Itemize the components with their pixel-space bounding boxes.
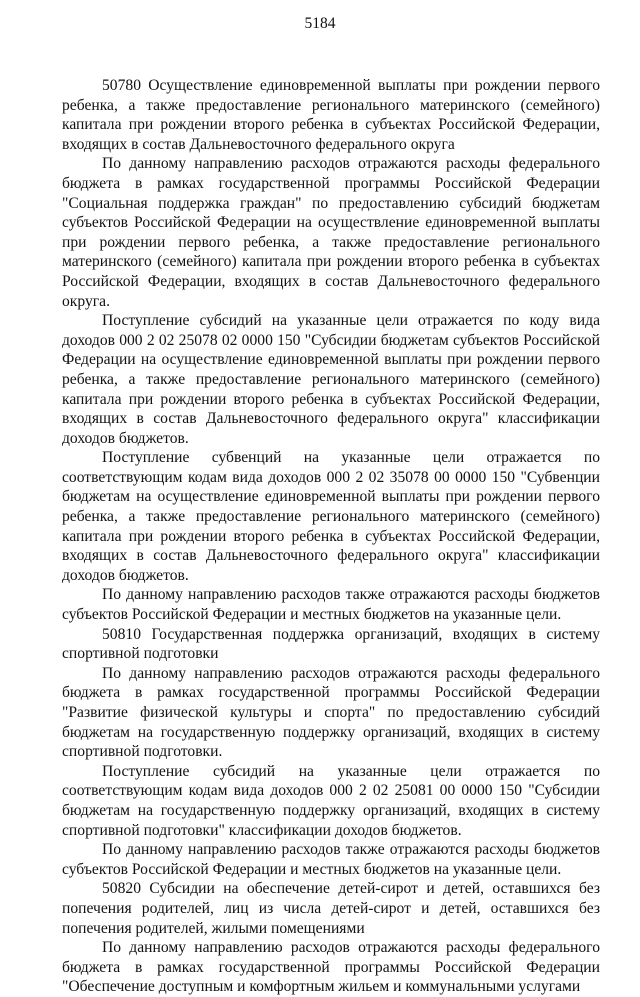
paragraph: По данному направлению расходов также отражаются расходы бюджетов субъектов Российской Федерации и местных бюджетов на указанные цели. [62,841,600,878]
paragraph: По данному направлению расходов отражаются расходы федерального бюджета в рамках государственной программы Российской Федерации "Развитие физической культуры и спорта" по предоставлению субсидий бюджетам на государственную поддержку организаций, входящих в систему спортивной подготовки. [62,664,600,761]
paragraph-50820-heading: 50820 Субсидии на обеспечение детей-сирот и детей, оставшихся без попечения родителей, лиц из числа детей-сирот и детей, оставшихся без попечения родителей, жилыми помещениями [62,880,600,937]
paragraph: По данному направлению расходов отражаются расходы федерального бюджета в рамках государственной программы Российской Федерации "Обеспечение доступным и комфортным жильем и коммунальными услугами [62,939,600,996]
paragraph: По данному направлению расходов также отражаются расходы бюджетов субъектов Российской Федерации и местных бюджетов на указанные цели. [62,586,600,624]
paragraph-50780-heading: 50780 Осуществление единовременной выплаты при рождении первого ребенка, а также предоставление регионального материнского (семейного) капитала при рождении второго ребенка в субъектах Российской Федерации, входящих в состав Дальневосточного федерального округа [62,77,600,153]
paragraph-50810-heading: 50810 Государственная поддержка организаций, входящих в систему спортивной подготовки [62,625,600,663]
paragraph: По данному направлению расходов отражаются расходы федерального бюджета в рамках государственной программы Российской Федерации "Социальная поддержка граждан" по предоставлению субсидий бюджетам субъектов Российской Федерации на осуществление единовременной выплаты при рождении первого ребенка, а также предоставление регионального материнского (семейного) капитала при рождении второго ребенка в субъектах Российской Федерации, входящих в состав Дальневосточного федерального округа. [62,155,600,310]
paragraph: Поступление субсидий на указанные цели отражается по соответствующим кодам вида доходов 000 2 02 25081 00 0000 150 "Субсидии бюджетам на государственную поддержку организаций, входящих в систему спортивной подготовки" классификации доходов бюджетов. [62,762,600,839]
paragraph: Поступление субсидий на указанные цели отражается по коду вида доходов 000 2 02 25078 02 0000 150 "Субсидии бюджетам субъектов Российской Федерации на осуществление единовременной выплаты при рождении первого ребенка, а также предоставление регионального материнского (семейного) капитала при рождении второго ребенка в субъектах Российской Федерации, входящих в состав Дальневосточного федерального округа" классификации доходов бюджетов. [62,312,600,447]
page-number: 5184 [304,15,336,32]
paragraph: Поступление субвенций на указанные цели отражается по соответствующим кодам вида доходов 000 2 02 35078 00 0000 150 "Субвенции бюджетам на осуществление единовременной выплаты при рождении первого ребенка, а также предоставление регионального материнского (семейного) капитала при рождении второго ребенка в субъектах Российской Федерации, входящих в состав Дальневосточного федерального округа" классификации доходов бюджетов. [62,449,600,584]
document-body [62,76,600,997]
